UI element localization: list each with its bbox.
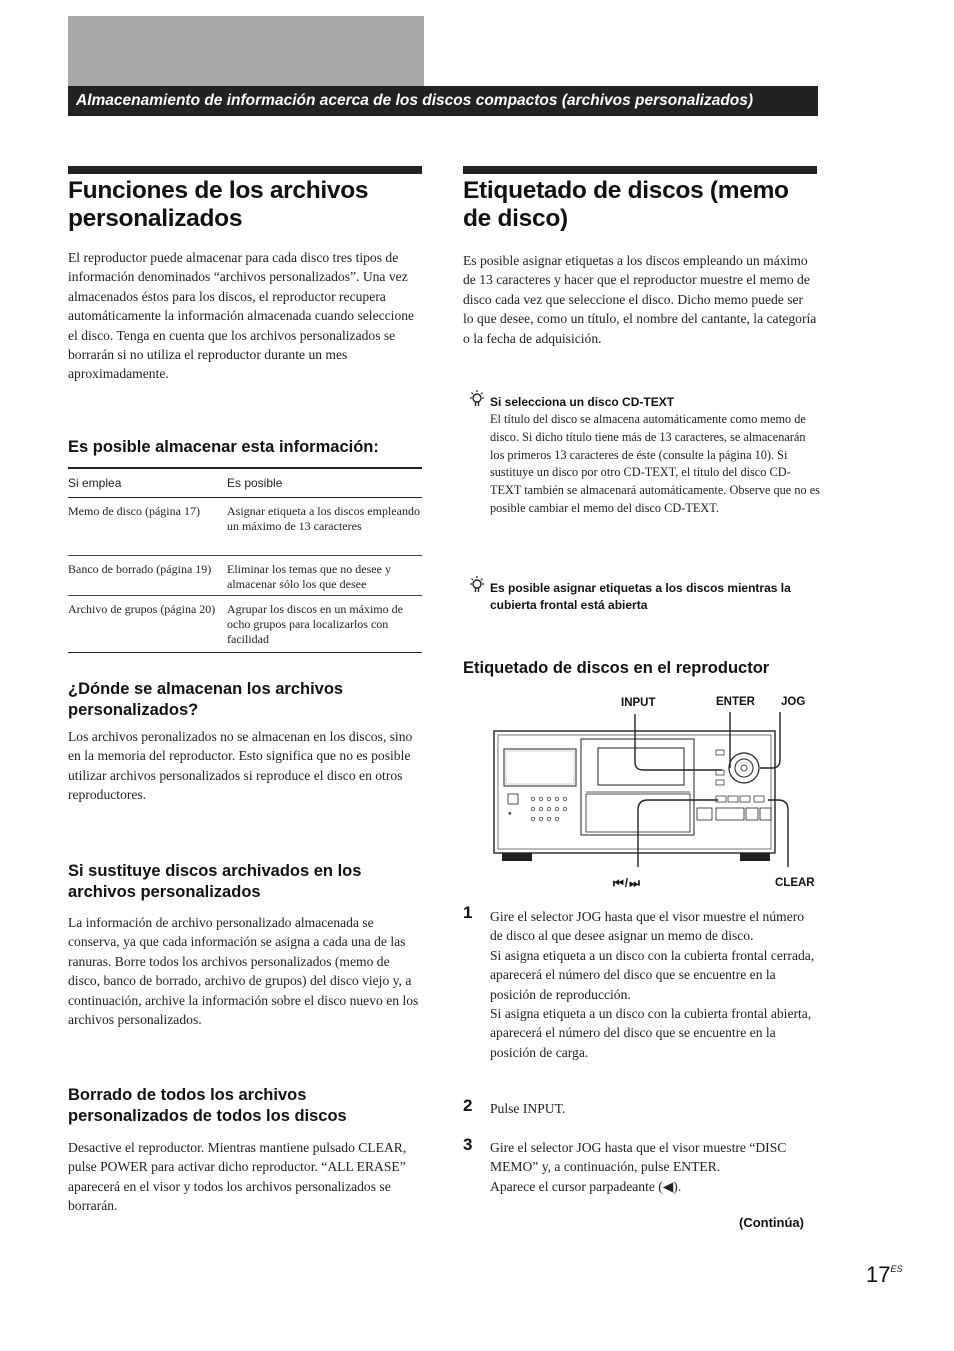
continues-label: (Continúa) xyxy=(739,1215,804,1230)
table-header-can: Es posible xyxy=(227,475,283,490)
svg-text:●: ● xyxy=(508,811,512,817)
step-number: 3 xyxy=(463,1135,473,1154)
left-title-rule xyxy=(68,166,422,174)
table-cell-use: Memo de disco (página 17) xyxy=(68,504,200,518)
page-number-value: 17 xyxy=(866,1262,891,1287)
table-row xyxy=(68,596,422,653)
tip-lightbulb-icon xyxy=(465,388,485,408)
step-number: 1 xyxy=(463,903,473,922)
left-page-title: Funciones de los archivos personalizados xyxy=(68,177,369,232)
tip1-text: El título del disco se almacena automáticamente como memo de disco. Si dicho título tiene más de 13 caracteres, se almacenarán los primeros 13 caracteres de éste (consulte la página 10). Si sustituye un disco por otro CD-TEXT, el título del disco CD-TEXT también se almacenará automáticamente. Observe que no es posible cambiar el memo del disco CD-TEXT. xyxy=(490,412,820,515)
table-row xyxy=(68,556,422,596)
table-header-use: Si emplea xyxy=(68,475,122,490)
store-heading: Es posible almacenar esta información: xyxy=(68,438,379,456)
tip-lightbulb-icon xyxy=(465,574,485,594)
skip-label: ⏮/⏭ xyxy=(613,876,641,890)
jog-label: JOG xyxy=(781,696,806,708)
table-cell-use: Archivo de grupos (página 20) xyxy=(68,602,216,616)
table-cell-can: Agrupar los discos en un máximo de ocho grupos para localizarlos con facilidad xyxy=(227,602,403,646)
step-number: 2 xyxy=(463,1096,473,1115)
page-number-suffix: ES xyxy=(890,1264,903,1274)
tip1-title: Si selecciona un disco CD-TEXT xyxy=(490,395,675,409)
info-table xyxy=(68,467,422,653)
erase-heading: Borrado de todos los archivos personalizados de todos los discos xyxy=(68,1086,347,1125)
where-heading: ¿Dónde se almacenan los archivos personalizados? xyxy=(68,680,344,719)
right-page-title: Etiquetado de discos (memo de disco) xyxy=(463,177,789,232)
table-row xyxy=(68,498,422,556)
where-text: Los archivos peronalizados no se almacenan en los discos, sino en la memoria del reproductor. Esto significa que no es posible utilizar archivos personalizados si reproduce el disco en otros reproductores. xyxy=(68,729,413,803)
step-text: Gire el selector JOG hasta que el visor muestre “DISC MEMO” y, a continuación, pulse ENTER. Aparece el cursor parpadeante (◀). xyxy=(490,1140,787,1194)
sub-heading: Etiquetado de discos en el reproductor xyxy=(463,659,770,677)
cd-player-illustration xyxy=(490,712,790,867)
enter-label: ENTER xyxy=(716,696,755,708)
replace-heading: Si sustituye discos archivados en los archivos personalizados xyxy=(68,862,362,901)
tip2-title: Es posible asignar etiquetas a los discos mientras la cubierta frontal está abierta xyxy=(490,581,791,612)
erase-text: Desactive el reproductor. Mientras mantiene pulsado CLEAR, pulse POWER para activar dicho reproductor. “ALL ERASE” aparecerá en el visor y todos los archivos personalizados se borrarán. xyxy=(68,1140,407,1214)
step-text: Pulse INPUT. xyxy=(490,1101,566,1116)
table-cell-use: Banco de borrado (página 19) xyxy=(68,562,212,576)
right-title-rule xyxy=(463,166,817,174)
page-number xyxy=(866,1262,903,1288)
header-gray-block xyxy=(68,16,424,86)
input-label: INPUT xyxy=(621,697,656,709)
right-intro-text: Es posible asignar etiquetas a los discos empleando un máximo de 13 caracteres y hacer que el reproductor muestre el memo de disco cada vez que seleccione el disco. Dicho memo puede ser lo que desee, como un título, el nombre del cantante, la categoría o la fecha de adquisición. xyxy=(463,253,817,346)
section-banner: Almacenamiento de información acerca de los discos compactos (archivos personalizados) xyxy=(68,86,818,116)
step-text: Gire el selector JOG hasta que el visor muestre el número de disco al que desee asignar un memo de disco. Si asigna etiqueta a un disco con la cubierta frontal cerrada, aparecerá el número del disco que se encuentre en la posición de reproducción. Si asigna etiqueta a un disco con la cubierta frontal abierta, aparecerá el número del disco que se encuentre en la posición de carga. xyxy=(490,909,815,1060)
table-header xyxy=(68,467,422,498)
table-cell-can: Asignar etiqueta a los discos empleando un máximo de 13 caracteres xyxy=(227,504,420,533)
left-intro-text: El reproductor puede almacenar para cada disco tres tipos de información denominados “archivos personalizados”. Una vez almacenados éstos para los discos, el reproductor recupera automáticamente la información almacenada cuando seleccione el disco. Tenga en cuenta que los archivos personalizados se borrarán si no utiliza el reproductor durante un mes aproximadamente. xyxy=(68,250,415,382)
clear-label: CLEAR xyxy=(775,877,815,889)
table-cell-can: Eliminar los temas que no desee y almacenar sólo los que desee xyxy=(227,562,391,591)
replace-text: La información de archivo personalizado almacenada se conserva, ya que cada información se asigna a cada una de las ranuras. Borre todos los archivos personalizados (memo de disco, banco de borrado, archivo de grupos) del disco viejo y, a continuación, archive la información sobre el disco nuevo en los archivos personalizados. xyxy=(68,915,419,1028)
